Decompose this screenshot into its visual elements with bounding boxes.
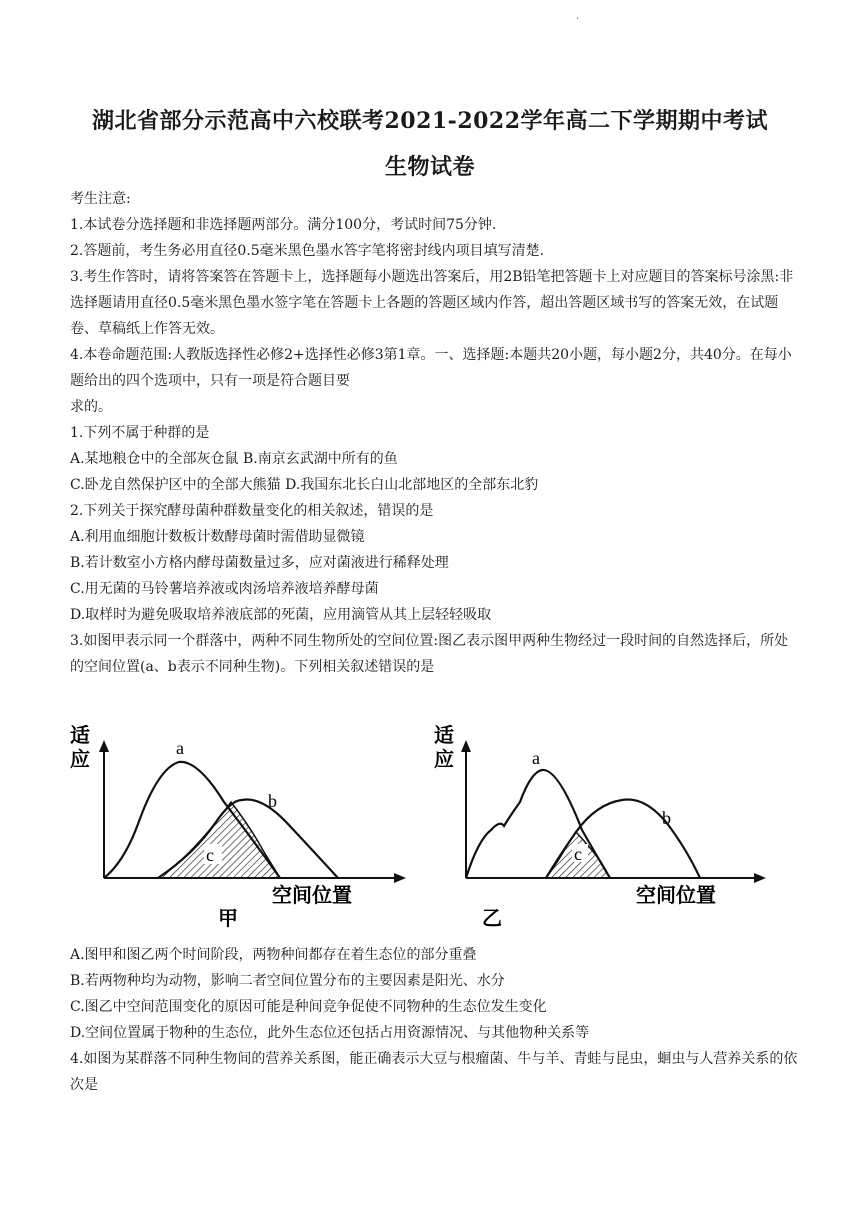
y-label-left-2: 应 <box>70 747 90 771</box>
question-1-options-cd: C.卧龙自然保护区中的全部大熊猫 D.我国东北长白山北部地区的全部东北豹 <box>70 477 539 493</box>
question-1-options-ab: A.某地粮仓中的全部灰仓鼠 B.南京玄武湖中所有的鱼 <box>70 451 398 467</box>
y-label-left-1: 适 <box>70 723 90 747</box>
notice-item-3: 3.考生作答时，请将答案答在答题卡上，选择题每小题选出答案后，用2B铅笔把答题卡上对应题目的答案标号涂黑:非选择题请用直径0.5毫米黑色墨水签字笔在答题卡上各题的答题区域内作答，超出答题区域书写的答案无效，在试题卷、草稿纸上作答无效。 <box>70 269 794 337</box>
notice-item-4-cont: 求的。 <box>70 399 112 415</box>
y-label-right-2: 应 <box>434 747 454 771</box>
question-4: 4.如图为某群落不同种生物间的营养关系图，能正确表示大豆与根瘤菌、牛与羊、青蛙与昆虫，蛔虫与人营养关系的依次是 <box>70 1051 798 1093</box>
notice-item-4: 4.本卷命题范围:人教版选择性必修2+选择性必修3第1章。一、选择题:本题共20小题，每小题2分，共40分。在每小题给出的四个选项中，只有一项是符合题目要 <box>70 347 792 389</box>
y-axis-arrow-left <box>99 740 109 752</box>
question-3-options <box>70 942 798 1098</box>
caption-yi: 乙 <box>482 906 502 930</box>
curve-a-label-left: a <box>176 738 184 758</box>
question-3-option-b: B.若两物种均为动物，影响二者空间位置分布的主要因素是阳光、水分 <box>70 973 505 989</box>
x-label-left: 空间位置 <box>272 883 352 907</box>
question-2: 2.下列关于探究酵母菌种群数量变化的相关叙述，错误的是 <box>70 503 434 519</box>
y-axis-arrow-right <box>461 740 471 752</box>
question-2-option-a: A.利用血细胞计数板计数酵母菌时需借助显微镜 <box>70 529 365 545</box>
x-label-right: 空间位置 <box>636 883 716 907</box>
question-2-option-d: D.取样时为避免吸取培养液底部的死菌，应用滴管从其上层轻轻吸取 <box>70 607 492 623</box>
curve-a-label-right: a <box>532 748 540 768</box>
overlap-label-left: c <box>206 845 214 865</box>
header-mark: · <box>576 14 580 25</box>
curve-b-label-left: b <box>268 791 277 811</box>
niche-figure <box>66 712 802 934</box>
notice-item-2: 2.答题前，考生务必用直径0.5毫米黑色墨水答字笔将密封线内项目填写清楚. <box>70 243 545 259</box>
exam-subtitle: 生物试卷 <box>384 154 475 180</box>
overlap-label-right: c <box>574 844 582 864</box>
question-3-option-d: D.空间位置属于物种的生态位，此外生态位还包括占用资源情况、与其他物种关系等 <box>70 1025 590 1041</box>
question-3-option-a: A.图甲和图乙两个时间阶段，两物种间都存在着生态位的部分重叠 <box>70 947 477 963</box>
overlap-c-left <box>158 802 280 878</box>
question-1: 1.下列不属于种群的是 <box>70 425 210 441</box>
question-3-option-c: C.图乙中空间范围变化的原因可能是种间竞争促使不同物种的生态位发生变化 <box>70 999 547 1015</box>
curve-b-label-right: b <box>662 808 671 828</box>
question-3: 3.如图甲表示同一个群落中，两种不同生物所处的空间位置:图乙表示图甲两种生物经过一段时间的自然选择后，所处的空间位置(a、b表示不同种生物)。下列相关叙述错误的是 <box>70 633 789 675</box>
panel-yi <box>434 723 766 930</box>
x-axis-arrow-left <box>394 873 406 883</box>
notice-item-1: 1.本试卷分选择题和非选择题两部分。满分100分，考试时间75分钟. <box>70 217 497 233</box>
panel-jia <box>70 723 406 930</box>
x-axis-arrow-right <box>754 873 766 883</box>
caption-jia: 甲 <box>218 906 238 930</box>
notice-heading: 考生注意: <box>70 191 131 207</box>
question-2-option-b: B.若计数室小方格内酵母菌数量过多，应对菌液进行稀释处理 <box>70 555 449 571</box>
exam-body <box>70 186 798 680</box>
question-2-option-c: C.用无菌的马铃薯培养液或肉汤培养液培养酵母菌 <box>70 581 379 597</box>
exam-title: 湖北省部分示范高中六校联考2021-2022学年高二下学期期中考试 <box>91 108 769 134</box>
y-label-right-1: 适 <box>434 723 454 747</box>
